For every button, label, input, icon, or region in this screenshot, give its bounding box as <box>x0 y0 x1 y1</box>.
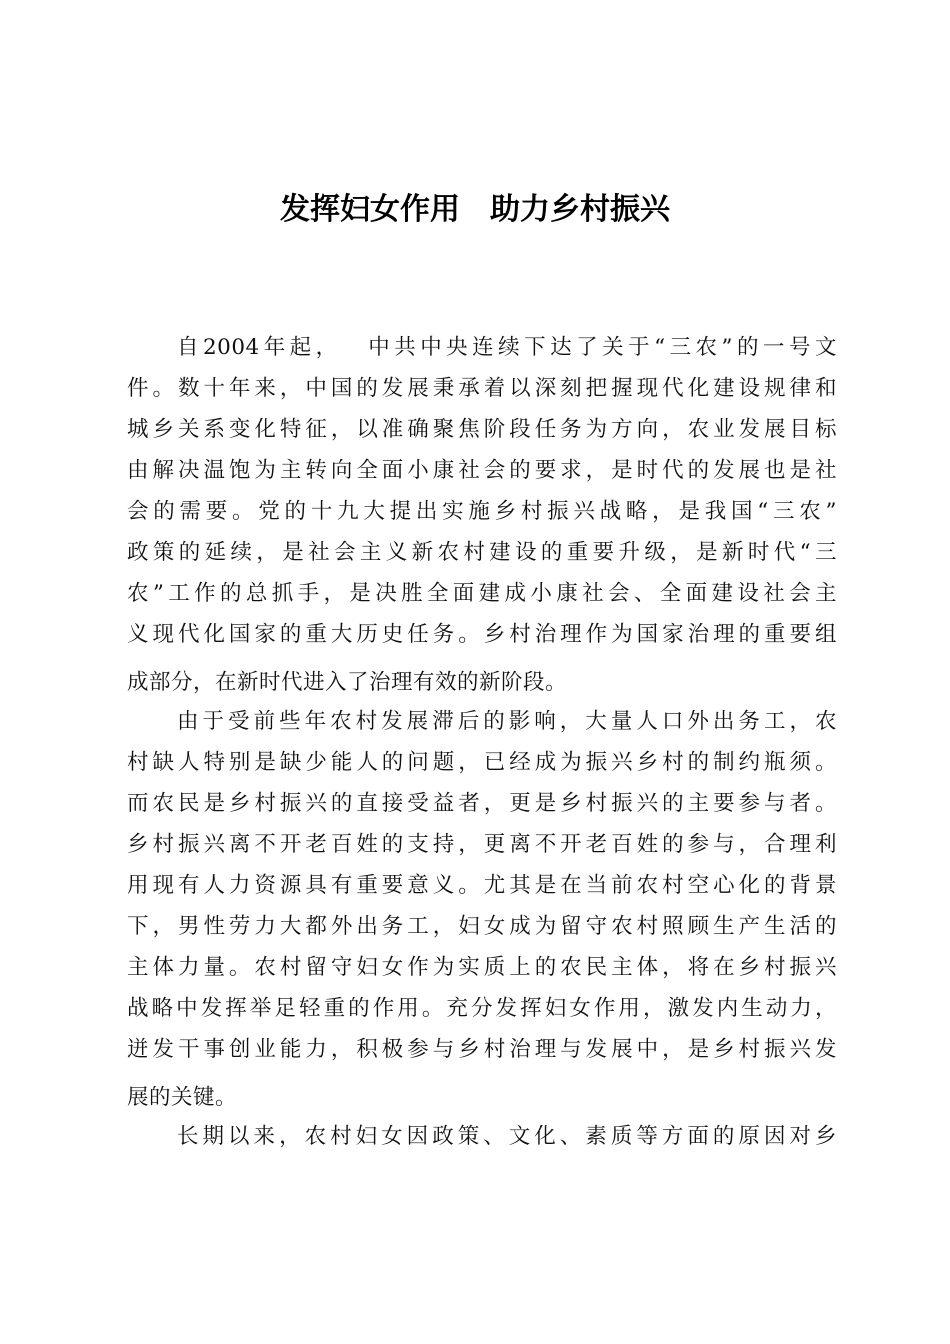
paragraph-line: 成部分，在新时代进入了治理有效的新阶段。 <box>127 670 568 695</box>
paragraph-line: 自2004年起， 中共中央连续下达了关于“三农”的一号文 <box>177 335 837 360</box>
paragraph-line: 用现有人力资源具有重要意义。尤其是在当前农村空心化的背景 <box>127 873 837 898</box>
paragraph-line: 而农民是乡村振兴的直接受益者，更是乡村振兴的主要参与者。 <box>127 791 837 816</box>
paragraph-line: 农”工作的总抓手，是决胜全面建成小康社会、全面建设社会主 <box>127 581 837 606</box>
paragraph-line: 下，男性劳力大都外出务工，妇女成为留守农村照顾生产生活的 <box>127 914 837 939</box>
paragraph-line: 件。数十年来，中国的发展秉承着以深刻把握现代化建设规律和 <box>127 376 837 401</box>
paragraph-line: 战略中发挥举足轻重的作用。充分发挥妇女作用，激发内生动力， <box>127 996 837 1021</box>
paragraph-line: 乡村振兴离不开老百姓的支持，更离不开老百姓的参与，合理利 <box>127 832 837 857</box>
paragraph-line: 长期以来，农村妇女因政策、文化、素质等方面的原因对乡 <box>177 1124 837 1149</box>
document-body <box>127 327 837 1157</box>
paragraph-line: 会的需要。党的十九大提出实施乡村振兴战略，是我国“三农” <box>127 499 837 524</box>
paragraph-2 <box>127 701 837 1116</box>
paragraph-line: 主体力量。农村留守妇女作为实质上的农民主体，将在乡村振兴 <box>127 955 837 980</box>
paragraph-line: 义现代化国家的重大历史任务。乡村治理作为国家治理的重要组 <box>127 622 837 647</box>
paragraph-line: 由于受前些年农村发展滞后的影响，大量人口外出务工，农 <box>177 709 837 734</box>
paragraph-1 <box>127 327 837 701</box>
paragraph-line: 迸发干事创业能力，积极参与乡村治理与发展中，是乡村振兴发 <box>127 1037 837 1062</box>
paragraph-line: 村缺人特别是缺少能人的问题，已经成为振兴乡村的制约瓶须。 <box>127 750 837 775</box>
page-title: 发挥妇女作用 助力乡村振兴 <box>280 192 670 227</box>
paragraph-3 <box>127 1116 837 1157</box>
paragraph-line: 展的关键。 <box>127 1085 238 1110</box>
paragraph-line: 城乡关系变化特征，以准确聚焦阶段任务为方向，农业发展目标 <box>127 417 837 442</box>
paragraph-line: 由解决温饱为主转向全面小康社会的要求，是时代的发展也是社 <box>127 458 837 483</box>
paragraph-line: 政策的延续，是社会主义新农村建设的重要升级，是新时代“三 <box>127 540 837 565</box>
